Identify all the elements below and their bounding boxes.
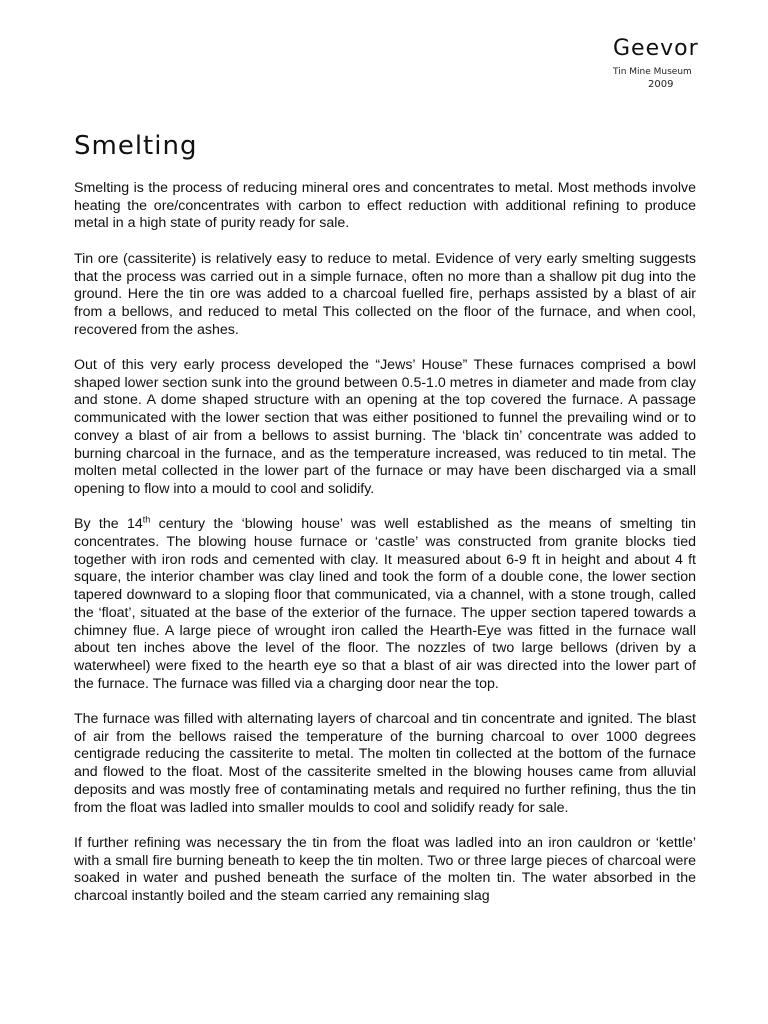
blowing-house-text-post: century the ‘blowing house’ was well established as the means of smelting tin concentrates. The blowing house furnace or ‘castle’ was constructed from granite blocks tied together with iron rods and cemented with clay. It measured about 6-9 ft in height and about 4 ft square, the interior chamber was clay lined and took the form of a double cone, the lower section tapered downward to a sloping floor that communicated, via a channel, with a stone trough, called the ‘float’, situated at the base of the exterior of the furnace. The upper section tapered towards a chimney flue. A large piece of wrought iron called the Hearth-Eye was fitted in the furnace wall about ten inches above the level of the floor. The nozzles of two large bellows (driven by a waterwheel) were fixed to the hearth eye so that a blast of air was directed into the lower part of the furnace. The furnace was filled via a charging door near the top. (74, 516, 696, 692)
blowing-house-text-pre: By the 14 (74, 516, 143, 533)
paragraph-refining: If further refining was necessary the tin from the float was ladled into an iron cauldron or ‘kettle’ with a small fire burning beneath to keep the tin molten. Two or three large pieces of charcoal were soaked in water and pushed beneath the surface of the molten tin. The water absorbed in the charcoal instantly boiled and the steam carried any remaining slag (74, 834, 696, 905)
paragraph-furnace-process: The furnace was filled with alternating layers of charcoal and tin concentrate and ignited. The blast of air from the bellows raised the temperature of the burning charcoal to over 1000 degrees centigrade reducing the cassiterite to metal. The molten tin collected at the bottom of the furnace and flowed to the float. Most of the cassiterite smelted in the blowing houses came from alluvial deposits and was mostly free of contaminating metals and required no further refining, thus the tin from the float was ladled into smaller moulds to cool and solidify ready for sale. (74, 711, 696, 816)
museum-header (560, 36, 720, 91)
paragraph-jews-house: Out of this very early process developed the “Jews’ House” These furnaces comprised a bowl shaped lower section sunk into the ground between 0.5-1.0 metres in diameter and made from clay and stone. A dome shaped structure with an opening at the top covered the furnace. A passage communicated with the lower section that was either positioned to funnel the prevailing wind or to convey a blast of air from a bellows to assist burning. The ‘black tin’ concentrate was added to burning charcoal in the furnace, and as the temperature increased, was reduced to tin metal. The molten metal collected in the lower part of the furnace or may have been discharged via a small opening to flow into a mould to cool and solidify. (74, 357, 696, 497)
brand-name: Geevor (613, 36, 699, 61)
paragraph-intro: Smelting is the process of reducing mineral ores and concentrates to metal. Most methods involve heating the ore/concentrates with carbon to effect reduction with additional refining to produce metal in a high state of purity ready for sale. (74, 180, 696, 232)
document-year: 2009 (648, 79, 674, 90)
paragraph-tin-ore: Tin ore (cassiterite) is relatively easy to reduce to metal. Evidence of very early smelting suggests that the process was carried out in a simple furnace, often no more than a shallow pit dug into the ground. Here the tin ore was added to a charcoal fuelled fire, perhaps assisted by a blast of air from a bellows, and reduced to metal This collected on the floor of the furnace, and when cool, recovered from the ashes. (74, 250, 696, 338)
document-body (74, 180, 696, 923)
ordinal-suffix: th (142, 514, 151, 525)
page-title: Smelting (74, 131, 198, 161)
brand-subtitle: Tin Mine Museum (613, 67, 692, 77)
paragraph-blowing-house (74, 516, 696, 693)
